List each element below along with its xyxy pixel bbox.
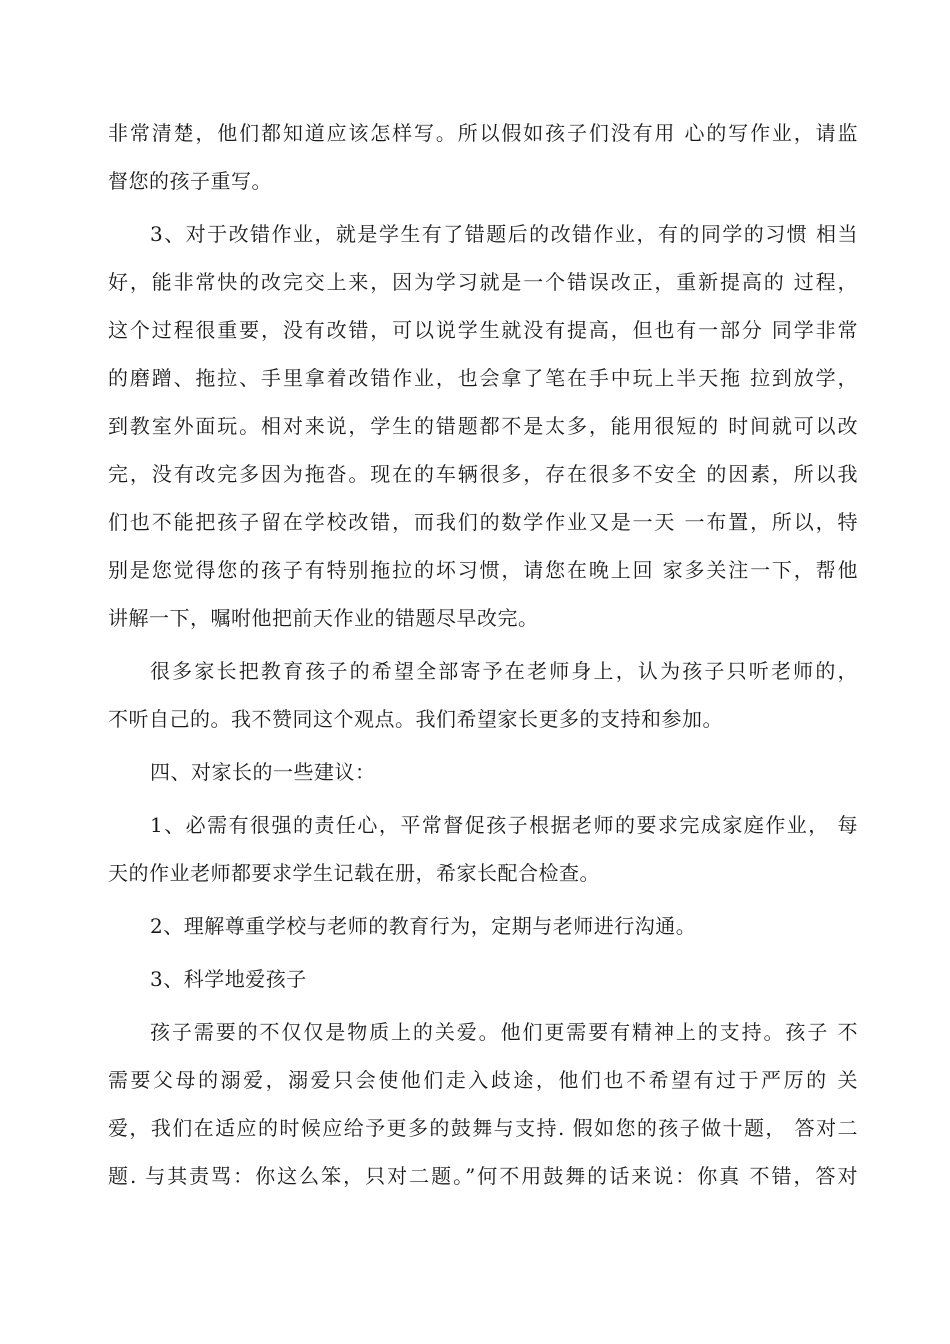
text-line: 3、对于改错作业，就是学生有了错题后的改错作业，有的同学的习惯 相当	[150, 222, 858, 246]
text-line: 2、理解尊重学校与老师的教育行为，定期与老师进行沟通。	[150, 914, 697, 938]
paragraph	[108, 210, 858, 642]
text-line: 3、科学地爱孩子	[150, 967, 307, 991]
text-line: 很多家长把教育孩子的希望全部寄予在老师身上，认为孩子只听老师的，	[150, 659, 858, 683]
paragraph	[108, 955, 858, 1003]
paragraph	[108, 801, 858, 897]
text-line: 题. 与其责骂：你这么笨，只对二题。”何不用鼓舞的话来说：你真 不错，答对	[108, 1164, 858, 1188]
text-line: 讲解一下，嘱咐他把前天作业的错题尽早改完。	[108, 606, 539, 630]
text-line: 别是您觉得您的孩子有特别拖拉的坏习惯，请您在晚上回 家多关注一下，帮他	[108, 558, 858, 582]
text-line: 们也不能把孩子留在学校改错，而我们的数学作业又是一天 一布置，所以，特	[108, 510, 858, 534]
text-line: 需要父母的溺爱，溺爱只会使他们走入歧途，他们也不希望有过于严厉的 关	[108, 1068, 858, 1092]
text-line: 爱，我们在适应的时候应给予更多的鼓舞与支持. 假如您的孩子做十题， 答对二	[108, 1116, 858, 1140]
text-line: 四、对家长的一些建议：	[150, 760, 376, 784]
section-heading	[108, 748, 858, 796]
text-line: 天的作业老师都要求学生记载在册，希家长配合检查。	[108, 861, 600, 885]
text-line: 1、必需有很强的责任心，平常督促孩子根据老师的要求完成家庭作业， 每	[150, 813, 858, 837]
paragraph	[108, 647, 858, 743]
paragraph	[108, 1008, 858, 1200]
text-line: 完，没有改完多因为拖沓。现在的车辆很多，存在很多不安全 的因素，所以我	[108, 462, 858, 486]
text-line: 这个过程很重要，没有改错，可以说学生就没有提高，但也有一部分 同学非常	[108, 318, 858, 342]
text-line: 不听自己的。我不赞同这个观点。我们希望家长更多的支持和参加。	[108, 707, 723, 731]
text-line: 督您的孩子重写。	[108, 169, 272, 193]
document-body	[108, 109, 858, 1200]
text-line: 到教室外面玩。相对来说，学生的错题都不是太多，能用很短的 时间就可以改	[108, 414, 858, 438]
text-line: 好，能非常快的改完交上来，因为学习就是一个错误改正，重新提高的 过程，	[108, 270, 858, 294]
paragraph	[108, 109, 858, 205]
paragraph	[108, 902, 858, 950]
text-line: 的磨蹭、拖拉、手里拿着改错作业，也会拿了笔在手中玩上半天拖 拉到放学，	[108, 366, 858, 390]
text-line: 非常清楚，他们都知道应该怎样写。所以假如孩子们没有用 心的写作业，请监	[108, 121, 858, 145]
text-line: 孩子需要的不仅仅是物质上的关爱。他们更需要有精神上的支持。孩子 不	[150, 1020, 858, 1044]
